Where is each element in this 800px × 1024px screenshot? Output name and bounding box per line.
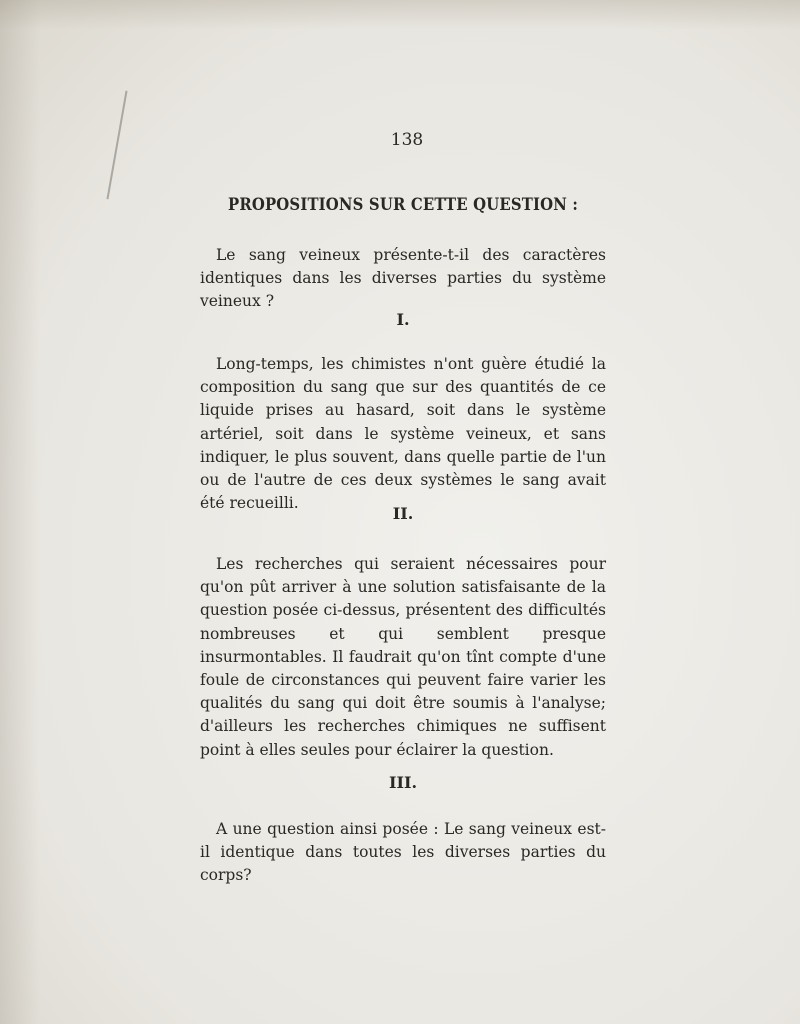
section-text-2: Les recherches qui seraient nécessaires pour qu'on pût arriver à une solution satisfaisante de la question posée ci-dessus, présentent des difficultés nombreuses et qui semblent presque insurmontables. Il faudrait qu'on tînt compte d'une foule de circonstances qui peuvent faire varier les qualités du sang qui doit être soumis à l'analyse; d'ailleurs les recherches chimiques ne suffisent point à elles seules pour éclairer la question.	[200, 555, 606, 759]
section-text-1: Long-temps, les chimistes n'ont guère étudié la composition du sang que sur des quantités de ce liquide prises au hasard, soit dans le système artériel, soit dans le système veineux, et sans indiquer, le plus souvent, dans quelle partie de l'un ou de l'autre de ces deux systèmes le sang avait été recueilli.	[200, 355, 606, 513]
intro-paragraph	[200, 244, 606, 314]
section-paragraph-2	[200, 553, 606, 762]
page-number: 138	[390, 130, 424, 150]
section-paragraph-1	[200, 353, 606, 515]
intro-text: Le sang veineux présente-t-il des caractères identiques dans les diverses parties du système veineux ?	[200, 246, 606, 311]
section-paragraph-3	[200, 818, 606, 888]
section-text-3: A une question ainsi posée : Le sang veineux est-il identique dans toutes les diverses parties du corps?	[200, 820, 606, 885]
section-heading: PROPOSITIONS SUR CETTE QUESTION :	[227, 195, 579, 214]
section-numeral-2: II.	[392, 504, 414, 523]
section-numeral-3: III.	[388, 773, 418, 792]
section-numeral-1: I.	[396, 310, 410, 329]
